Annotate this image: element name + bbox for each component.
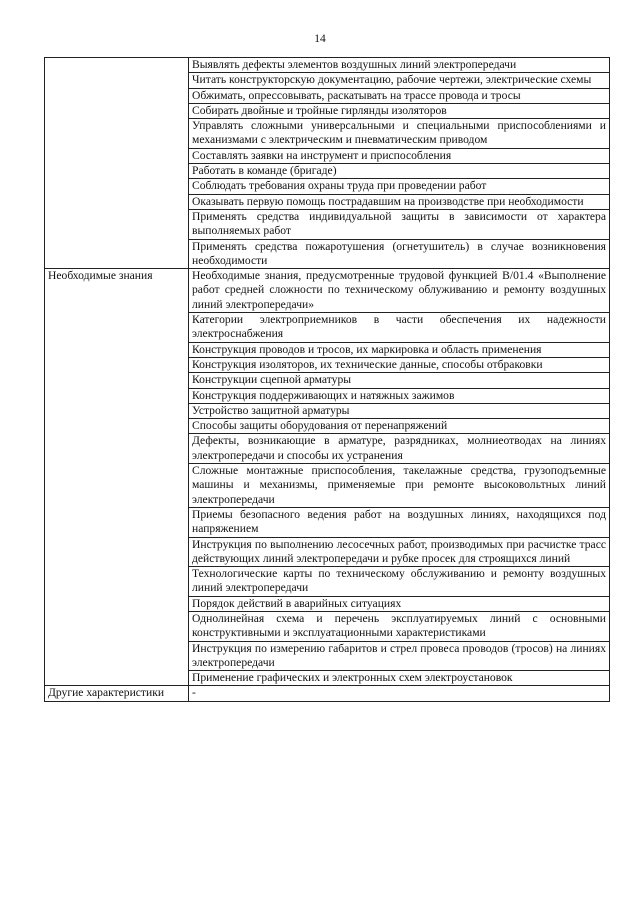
- table-cell-item: Применение графических и электронных схем электроустановок: [189, 671, 610, 686]
- page-number: 14: [314, 33, 326, 45]
- table-cell-item: Необходимые знания, предусмотренные трудовой функцией В/01.4 «Выполнение работ средней сложности по техническому облуживанию и ремонту воздушных линий электропередачи»: [189, 269, 610, 313]
- table-cell-item: Устройство защитной арматуры: [189, 403, 610, 418]
- table-cell-item: Категории электроприемников в части обеспечения их надежности электроснабжения: [189, 313, 610, 343]
- requirements-table-body: [45, 58, 610, 702]
- table-cell-item: Применять средства пожаротушения (огнетушитель) в случае возникновения необходимости: [189, 239, 610, 269]
- table-cell-item: Инструкция по выполнению лесосечных работ, производимых при расчистке трасс действующих линий электропередачи и рубке просек для строящихся линий: [189, 537, 610, 567]
- table-cell-item: Читать конструкторскую документацию, рабочие чертежи, электрические схемы: [189, 73, 610, 88]
- table-cell-item: Конструкции сцепной арматуры: [189, 373, 610, 388]
- table-cell-item: Применять средства индивидуальной защиты в зависимости от характера выполняемых работ: [189, 209, 610, 239]
- table-cell-item: Обжимать, опрессовывать, раскатывать на трассе провода и тросы: [189, 88, 610, 103]
- table-row: [45, 686, 610, 701]
- table-cell-item: Собирать двойные и тройные гирлянды изоляторов: [189, 103, 610, 118]
- table-cell-item: Приемы безопасного ведения работ на воздушных линиях, находящихся под напряжением: [189, 507, 610, 537]
- table-row: [45, 269, 610, 313]
- table-cell-item: Соблюдать требования охраны труда при проведении работ: [189, 179, 610, 194]
- requirements-table: [44, 57, 610, 702]
- table-cell-item: Порядок действий в аварийных ситуациях: [189, 596, 610, 611]
- table-row: [45, 58, 610, 73]
- table-cell-item: Конструкция поддерживающих и натяжных зажимов: [189, 388, 610, 403]
- row-group-label: Другие характеристики: [45, 686, 189, 701]
- table-cell-item: Конструкция проводов и тросов, их маркировка и область применения: [189, 342, 610, 357]
- table-cell-item: Управлять сложными универсальными и специальными приспособлениями и механизмами с электрическим и пневматическим приводом: [189, 119, 610, 149]
- row-group-label: Необходимые знания: [45, 269, 189, 686]
- table-cell-item: Дефекты, возникающие в арматуре, разрядниках, молниеотводах на линиях электропередачи и способы их устранения: [189, 434, 610, 464]
- table-cell-item: Составлять заявки на инструмент и приспособления: [189, 148, 610, 163]
- row-group-label: [45, 58, 189, 269]
- table-cell-item: Технологические карты по техническому обслуживанию и ремонту воздушных линий электропередачи: [189, 567, 610, 597]
- table-cell-item: Оказывать первую помощь пострадавшим на производстве при необходимости: [189, 194, 610, 209]
- table-cell-item: Способы защиты оборудования от перенапряжений: [189, 419, 610, 434]
- table-cell-item: Сложные монтажные приспособления, такелажные средства, грузоподъемные машины и механизмы, применяемые при ремонте высоковольтных линий электропередачи: [189, 464, 610, 508]
- table-cell-item: Инструкция по измерению габаритов и стрел провеса проводов (тросов) на линиях электропередачи: [189, 641, 610, 671]
- table-cell-item: -: [189, 686, 610, 701]
- table-cell-item: Работать в команде (бригаде): [189, 164, 610, 179]
- table-cell-item: Конструкция изоляторов, их технические данные, способы отбраковки: [189, 357, 610, 372]
- table-cell-item: Выявлять дефекты элементов воздушных линий электропередачи: [189, 58, 610, 73]
- table-cell-item: Однолинейная схема и перечень эксплуатируемых линий с основными конструктивными и эксплуатационными характеристиками: [189, 611, 610, 641]
